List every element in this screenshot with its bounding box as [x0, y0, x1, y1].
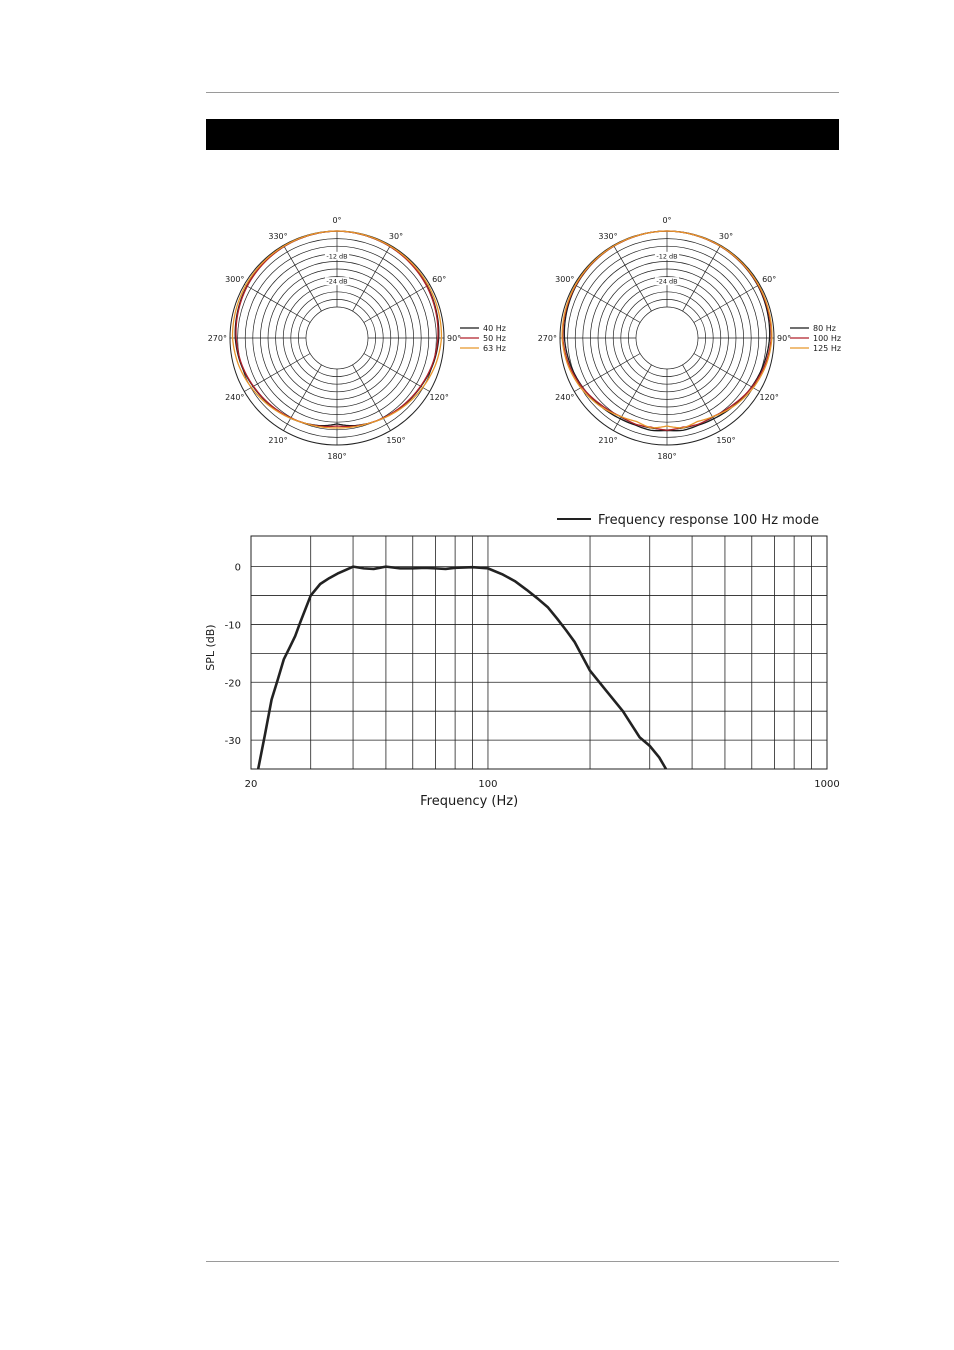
polar-ring — [636, 307, 698, 369]
polar-chart-low — [200, 205, 520, 470]
x-tick-label: 1000 — [814, 779, 840, 790]
polar-angle-label: 30° — [718, 231, 734, 241]
legend-label: 80 Hz — [813, 324, 836, 333]
polar-angle-label: 330° — [598, 231, 618, 241]
y-tick-label: 0 — [234, 562, 241, 574]
polar-angle-label: 0° — [332, 216, 342, 225]
y-tick-label: -30 — [224, 736, 241, 748]
y-axis-title: SPL (dB) — [204, 624, 217, 671]
polar-angle-label: 120° — [429, 393, 449, 402]
frequency-response-chart — [195, 500, 855, 820]
polar-angle-label: 120° — [759, 393, 779, 402]
legend-label: 125 Hz — [813, 344, 842, 353]
polar-angle-label: 60° — [762, 275, 777, 284]
polar-angle-label: 180° — [657, 452, 677, 461]
x-tick-label: 20 — [244, 779, 258, 790]
polar-angle-label: 90° — [777, 334, 792, 343]
polar-angle-label: 300° — [555, 275, 575, 284]
polar-angle-label: 0° — [662, 216, 672, 225]
polar-ring — [298, 299, 375, 376]
y-tick-label: -10 — [224, 620, 241, 632]
polar-angle-label: 180° — [327, 452, 347, 461]
polar-ring-label: -12 dB — [326, 252, 348, 261]
polar-ring-label: -24 dB — [656, 277, 678, 286]
polar-ring-label: -24 dB — [326, 277, 348, 286]
x-axis-title: Frequency (Hz) — [420, 794, 519, 809]
polar-angle-label: 210° — [598, 436, 618, 446]
polar-ring — [628, 299, 705, 376]
frequency-response-line — [258, 567, 666, 769]
frequency-grid — [251, 536, 827, 769]
polar-angle-label: 210° — [268, 436, 288, 446]
polar-angle-label: 90° — [447, 334, 462, 343]
header-rule — [206, 92, 839, 93]
polar-angle-label: 150° — [716, 436, 736, 446]
x-tick-label: 100 — [478, 779, 498, 790]
polar-ring — [306, 307, 368, 369]
polar-angle-label: 30° — [388, 231, 404, 241]
polar-angle-label: 150° — [386, 436, 406, 446]
polar-angle-label: 240° — [225, 393, 245, 402]
polar-angle-label: 270° — [207, 334, 227, 343]
plot-frame — [251, 536, 827, 769]
polar-angle-label: 270° — [537, 334, 557, 343]
polar-angle-label: 60° — [432, 275, 447, 284]
polar-angle-label: 240° — [555, 393, 575, 402]
polar-chart-high — [530, 205, 850, 470]
legend-label: 100 Hz — [813, 334, 842, 343]
footer-rule — [206, 1261, 839, 1262]
y-tick-label: -20 — [224, 678, 241, 690]
legend-label: 40 Hz — [483, 324, 506, 333]
section-title-band — [206, 119, 839, 150]
polar-angle-label: 330° — [268, 231, 288, 241]
polar-ring-label: -12 dB — [656, 252, 678, 261]
legend-label: Frequency response 100 Hz mode — [598, 513, 820, 528]
legend-label: 50 Hz — [483, 334, 506, 343]
polar-angle-label: 300° — [225, 275, 245, 284]
legend-label: 63 Hz — [483, 344, 506, 353]
